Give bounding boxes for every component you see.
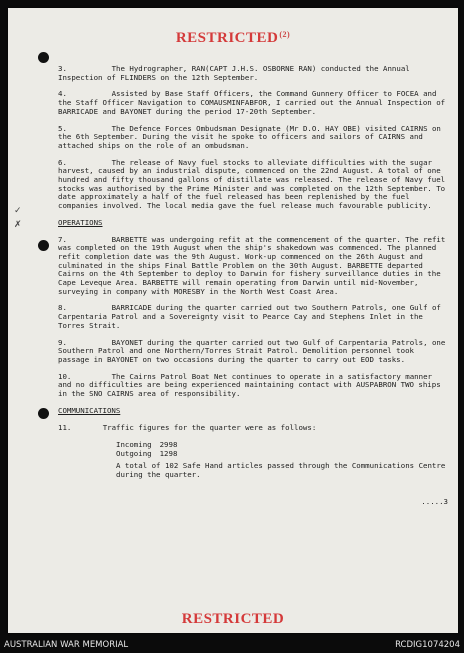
paragraph-number: 4.: [58, 89, 67, 99]
table-row: [116, 440, 185, 449]
footer-reference: RCDIG1074204: [395, 640, 460, 650]
paragraph-number: 8.: [58, 303, 67, 313]
paragraph: [58, 304, 448, 330]
row-label: Incoming: [116, 440, 152, 450]
row-value: 1298: [159, 449, 178, 459]
paragraph-text: The Defence Forces Ombudsman Designate (Mr D.O. HAY OBE) visited CAIRNS on the 6th September. During the visit he spoke to officers and sailors of CAIRNS and attached ships on the role of an ombudsman.: [58, 123, 441, 150]
section-heading-communications: COMMUNICATIONS: [58, 405, 121, 415]
paragraph-11: [58, 424, 448, 433]
restricted-stamp-bottom: RESTRICTED: [181, 611, 285, 627]
punch-hole-icon: [38, 408, 49, 419]
row-value: 2998: [159, 440, 178, 450]
section-heading-operations: OPERATIONS: [58, 217, 103, 227]
punch-hole-icon: [38, 52, 49, 63]
paragraph-text: The Hydrographer, RAN(CAPT J.H.S. OSBORNE RAN) conducted the Annual Inspection of FLINDERS on the 12th September.: [58, 64, 410, 82]
traffic-table: [116, 440, 185, 458]
paragraph: [58, 159, 448, 211]
paragraph-number: 11.: [58, 422, 72, 432]
paragraph-number: 7.: [58, 234, 67, 244]
paragraph-text: Traffic figures for the quarter were as follows:: [102, 422, 317, 432]
paragraph-text: The Cairns Patrol Boat Net continues to operate in a satisfactory manner and no difficulties are being experienced maintaining contact with AUSPABRON TWO ships in the SNO CAIRNS area of responsibility.: [58, 371, 441, 399]
paragraph-text: BAYONET during the quarter carried out two Gulf of Carpentaria Patrols, one Southern Patrol and one Northern/Torres Strait Patrol. Demolition personnel took passage in BAYONET on two occasions during the quarter to carry out EOD tasks.: [58, 337, 446, 364]
restricted-stamp-top: RESTRICTED$^{(2)}$: [175, 30, 291, 46]
paragraph-text: Assisted by Base Staff Officers, the Command Gunnery Officer to FOCEA and the Staff Officer Navigation to COMAUSMINFABFOR, I carried out the Annual Inspection of BARRICADE and BAYONET during the period 17-20th September.: [58, 89, 446, 116]
continuation-marker: .....3: [421, 496, 448, 506]
paragraph: [58, 90, 448, 116]
paragraph-number: 10.: [58, 371, 72, 381]
page-number: (2): [279, 30, 291, 39]
archive-footer: [0, 637, 464, 653]
paragraph: [58, 339, 448, 365]
paragraph: [58, 65, 448, 82]
paragraph-number: 9.: [58, 337, 67, 347]
document-body: [58, 65, 448, 506]
paragraph-number: 6.: [58, 157, 67, 167]
table-row: [116, 449, 185, 458]
paragraph-11-continued: [58, 462, 448, 479]
punch-hole-icon: [38, 240, 49, 251]
paragraph-text: A total of 102 Safe Hand articles passed through the Communications Centre during the quarter.: [116, 461, 446, 479]
paragraph-text: BARBETTE was undergoing refit at the commencement of the quarter. The refit was completed on the 19th August when the ship's shakedown was commenced. The planned refit completion date was the 9th August. Work-up commenced on the 26th August and culminated in the ships Final Battle Problem on the 30th August. BARBETTE departed Cairns on the 4th September to deploy to Darwin for fishery surveillance duties in the Cape Leveque Area. BARBETTE will remain operating from Darwin until mid-November, surveying in company with MORESBY in the North West Coast Area.: [58, 234, 446, 296]
document-page: [8, 8, 458, 633]
footer-source: AUSTRALIAN WAR MEMORIAL: [4, 640, 129, 650]
paragraph-number: 3.: [58, 64, 67, 73]
paragraph: [58, 373, 448, 399]
row-label: Outgoing: [116, 449, 152, 459]
paragraph-number: 5.: [58, 123, 67, 133]
margin-mark-icon: ✗: [14, 220, 22, 230]
paragraph-text: BARRICADE during the quarter carried out two Southern Patrols, one Gulf of Carpentaria Patrol and a Sovereignty visit to Pearce Cay and Stephens Inlet in the Torres Strait.: [58, 303, 441, 330]
margin-mark-icon: ✓: [14, 206, 22, 216]
paragraph: [58, 236, 448, 297]
paragraph: [58, 125, 448, 151]
paragraph-text: The release of Navy fuel stocks to alleviate difficulties with the sugar harvest, caused by an industrial dispute, commenced on the 22nd August. A total of one hundred and fifty thousand gallons of distillate was released. The release of Navy fuel stocks was authorised by the Prime Minister and was completed on the 12th September. To date approximately a half of the fuel released has been replenished by the fuel companies involved. The local media gave the fuel release much favourable publicity.: [58, 157, 446, 211]
